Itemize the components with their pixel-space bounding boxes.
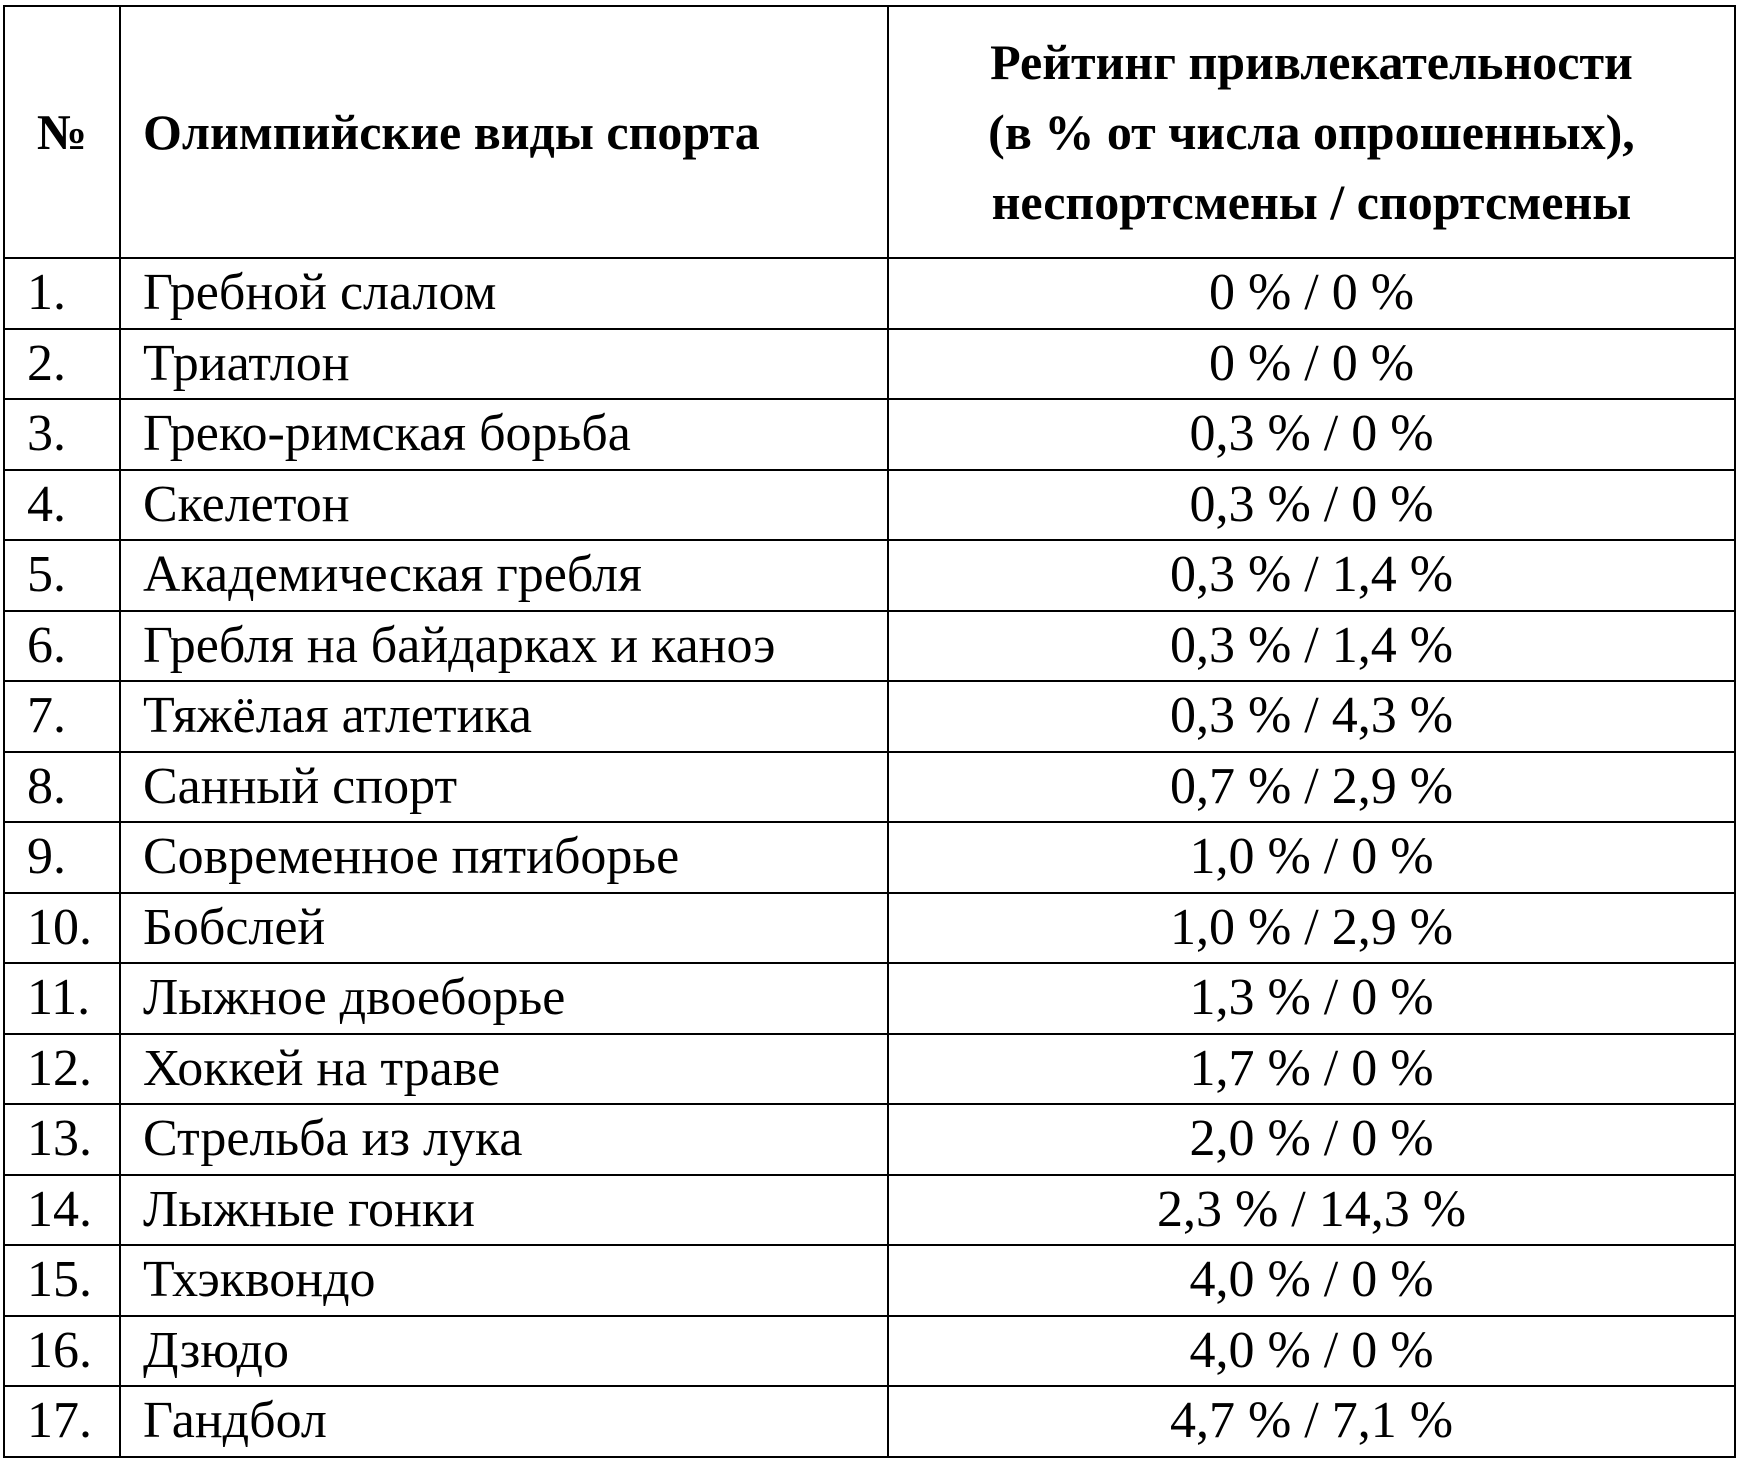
table-row	[4, 681, 1735, 752]
row-number: 11.	[4, 963, 120, 1034]
sport-name: Современное пятиборье	[120, 822, 888, 893]
header-sport: Олимпийские виды спорта	[120, 6, 888, 258]
sport-name: Дзюдо	[120, 1316, 888, 1387]
rating-value: 0 % / 0 %	[888, 258, 1735, 329]
row-number: 10.	[4, 893, 120, 964]
table-row	[4, 1175, 1735, 1246]
sport-name: Гребной слалом	[120, 258, 888, 329]
table-row	[4, 470, 1735, 541]
sports-rating-table	[3, 5, 1736, 1458]
rating-value: 4,0 % / 0 %	[888, 1316, 1735, 1387]
rating-value: 1,7 % / 0 %	[888, 1034, 1735, 1105]
row-number: 9.	[4, 822, 120, 893]
table-row	[4, 1104, 1735, 1175]
rating-value: 0,3 % / 4,3 %	[888, 681, 1735, 752]
rating-value: 2,0 % / 0 %	[888, 1104, 1735, 1175]
sport-name: Стрельба из лука	[120, 1104, 888, 1175]
row-number: 7.	[4, 681, 120, 752]
rating-value: 0,3 % / 0 %	[888, 399, 1735, 470]
rating-value: 2,3 % / 14,3 %	[888, 1175, 1735, 1246]
table-row	[4, 752, 1735, 823]
header-rating-line: неспортсмены / спортсмены	[991, 174, 1632, 230]
rating-value: 1,3 % / 0 %	[888, 963, 1735, 1034]
table-row	[4, 1316, 1735, 1387]
sport-name: Тхэквондо	[120, 1245, 888, 1316]
table-row	[4, 893, 1735, 964]
sport-name: Гребля на байдарках и каноэ	[120, 611, 888, 682]
header-rating-line: (в % от числа опрошенных),	[988, 104, 1635, 160]
table-row	[4, 258, 1735, 329]
rating-value: 0 % / 0 %	[888, 329, 1735, 400]
row-number: 6.	[4, 611, 120, 682]
rating-value: 1,0 % / 0 %	[888, 822, 1735, 893]
header-rating-line: Рейтинг привлекательности	[990, 34, 1633, 90]
row-number: 15.	[4, 1245, 120, 1316]
table-row	[4, 611, 1735, 682]
row-number: 8.	[4, 752, 120, 823]
rating-value: 4,7 % / 7,1 %	[888, 1386, 1735, 1457]
sport-name: Хоккей на траве	[120, 1034, 888, 1105]
table-container	[3, 5, 1736, 1458]
table-row	[4, 963, 1735, 1034]
sport-name: Тяжёлая атлетика	[120, 681, 888, 752]
row-number: 16.	[4, 1316, 120, 1387]
rating-value: 0,7 % / 2,9 %	[888, 752, 1735, 823]
row-number: 2.	[4, 329, 120, 400]
sport-name: Бобслей	[120, 893, 888, 964]
table-row	[4, 1245, 1735, 1316]
table-row	[4, 822, 1735, 893]
row-number: 1.	[4, 258, 120, 329]
rating-value: 0,3 % / 1,4 %	[888, 611, 1735, 682]
row-number: 13.	[4, 1104, 120, 1175]
header-rating	[888, 6, 1735, 258]
table-row	[4, 399, 1735, 470]
table-row	[4, 540, 1735, 611]
rating-value: 0,3 % / 0 %	[888, 470, 1735, 541]
sport-name: Санный спорт	[120, 752, 888, 823]
table-row	[4, 1034, 1735, 1105]
row-number: 3.	[4, 399, 120, 470]
rating-value: 0,3 % / 1,4 %	[888, 540, 1735, 611]
sport-name: Лыжные гонки	[120, 1175, 888, 1246]
rating-value: 4,0 % / 0 %	[888, 1245, 1735, 1316]
header-number: №	[4, 6, 120, 258]
row-number: 5.	[4, 540, 120, 611]
rating-value: 1,0 % / 2,9 %	[888, 893, 1735, 964]
sport-name: Лыжное двоеборье	[120, 963, 888, 1034]
sport-name: Гандбол	[120, 1386, 888, 1457]
row-number: 4.	[4, 470, 120, 541]
row-number: 17.	[4, 1386, 120, 1457]
row-number: 14.	[4, 1175, 120, 1246]
table-row	[4, 329, 1735, 400]
sport-name: Скелетон	[120, 470, 888, 541]
table-row	[4, 1386, 1735, 1457]
sport-name: Греко-римская борьба	[120, 399, 888, 470]
row-number: 12.	[4, 1034, 120, 1105]
sport-name: Триатлон	[120, 329, 888, 400]
sport-name: Академическая гребля	[120, 540, 888, 611]
header-row	[4, 6, 1735, 258]
